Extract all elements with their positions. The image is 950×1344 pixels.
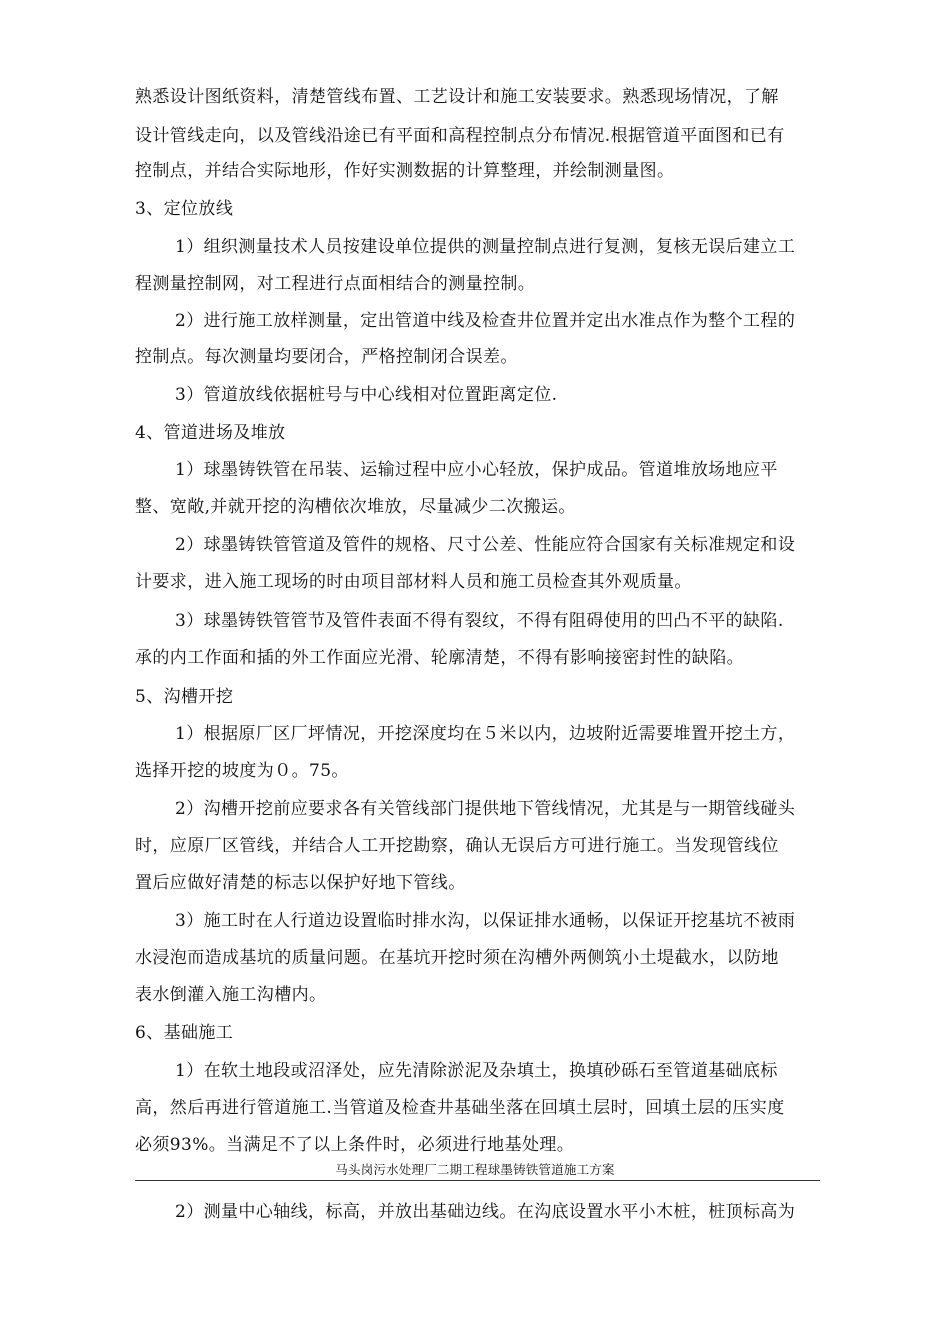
text-line: 2）测量中心轴线，标高，并放出基础边线。在沟底设置水平小木桩，桩顶标高为 (175, 1202, 796, 1222)
text-line: 2）进行施工放样测量，定出管道中线及检查井位置并定出水准点作为整个工程的 (175, 311, 796, 331)
text-line: 设计管线走向，以及管线沿途已有平面和高程控制点分布情况.根据管道平面图和已有 (135, 126, 785, 146)
text-line: 1）根据原厂区厂坪情况，开挖深度均在５米以内，边坡附近需要堆置开挖土方， (175, 724, 796, 744)
text-line: 1）球墨铸铁管在吊装、运输过程中应小心轻放，保护成品。管道堆放场地应平 (175, 460, 778, 480)
text-line: 表水倒灌入施工沟槽内。 (135, 985, 327, 1005)
text-line: 3）球墨铸铁管管节及管件表面不得有裂纹，不得有阻碍使用的凹凸不平的缺陷. (175, 611, 784, 631)
text-line: 程测量控制网，对工程进行点面相结合的测量控制。 (135, 274, 536, 294)
text-line: 1）组织测量技术人员按建设单位提供的测量控制点进行复测，复核无误后建立工 (175, 237, 796, 257)
text-line: 选择开挖的坡度为０。75。 (135, 761, 349, 781)
text-line: 1）在软土地段或沼泽处，应先清除淤泥及杂填土，换填砂砾石至管道基础底标 (175, 1061, 778, 1081)
text-line: 置后应做好清楚的标志以保护好地下管线。 (135, 873, 466, 893)
text-line: 水浸泡而造成基坑的质量问题。在基坑开挖时须在沟槽外两侧筑小土堤截水，以防地 (135, 948, 779, 968)
text-line: 必须93%。当满足不了以上条件时，必须进行地基处理。 (135, 1135, 575, 1155)
text-line: 3）管道放线依据桩号与中心线相对位置距离定位. (175, 385, 558, 405)
section-heading: 4、管道进场及堆放 (135, 423, 286, 443)
text-line: 控制点，并结合实际地形，作好实测数据的计算整理，并绘制测量图。 (135, 161, 675, 181)
text-line: 2）沟槽开挖前应要求各有关管线部门提供地下管线情况，尤其是与一期管线碰头 (175, 799, 796, 819)
text-line: 控制点。每次测量均要闭合，严格控制闭合误差。 (135, 347, 518, 367)
footer-divider (135, 1180, 820, 1181)
text-line: 承的内工作面和插的外工作面应光滑、轮廓清楚，不得有影响接密封性的缺陷。 (135, 648, 744, 668)
page-footer-title: 马头岗污水处理厂二期工程球墨铸铁管道施工方案 (335, 1162, 615, 1177)
section-heading: 6、基础施工 (135, 1023, 234, 1043)
text-line: 计要求，进入施工现场的时由项目部材料人员和施工员检查其外观质量。 (135, 572, 692, 592)
text-line: 3）施工时在人行道边设置临时排水沟，以保证排水通畅，以保证开挖基坑不被雨 (175, 911, 796, 931)
text-line: 时，应原厂区管线，并结合人工开挖勘察，确认无误后方可进行施工。当发现管线位 (135, 836, 779, 856)
text-line: 整、宽敞,并就开挖的沟槽依次堆放，尽量减少二次搬运。 (135, 497, 576, 517)
section-heading: 5、沟槽开挖 (135, 687, 234, 707)
text-line: 2）球墨铸铁管管道及管件的规格、尺寸公差、性能应符合国家有关标准规定和设 (175, 535, 796, 555)
text-line: 高，然后再进行管道施工.当管道及检查井基础坐落在回填土层时，回填土层的压实度 (135, 1098, 785, 1118)
section-heading: 3、定位放线 (135, 199, 234, 219)
text-line: 熟悉设计图纸资料，清楚管线布置、工艺设计和施工安装要求。熟悉现场情况，了解 (135, 87, 779, 107)
